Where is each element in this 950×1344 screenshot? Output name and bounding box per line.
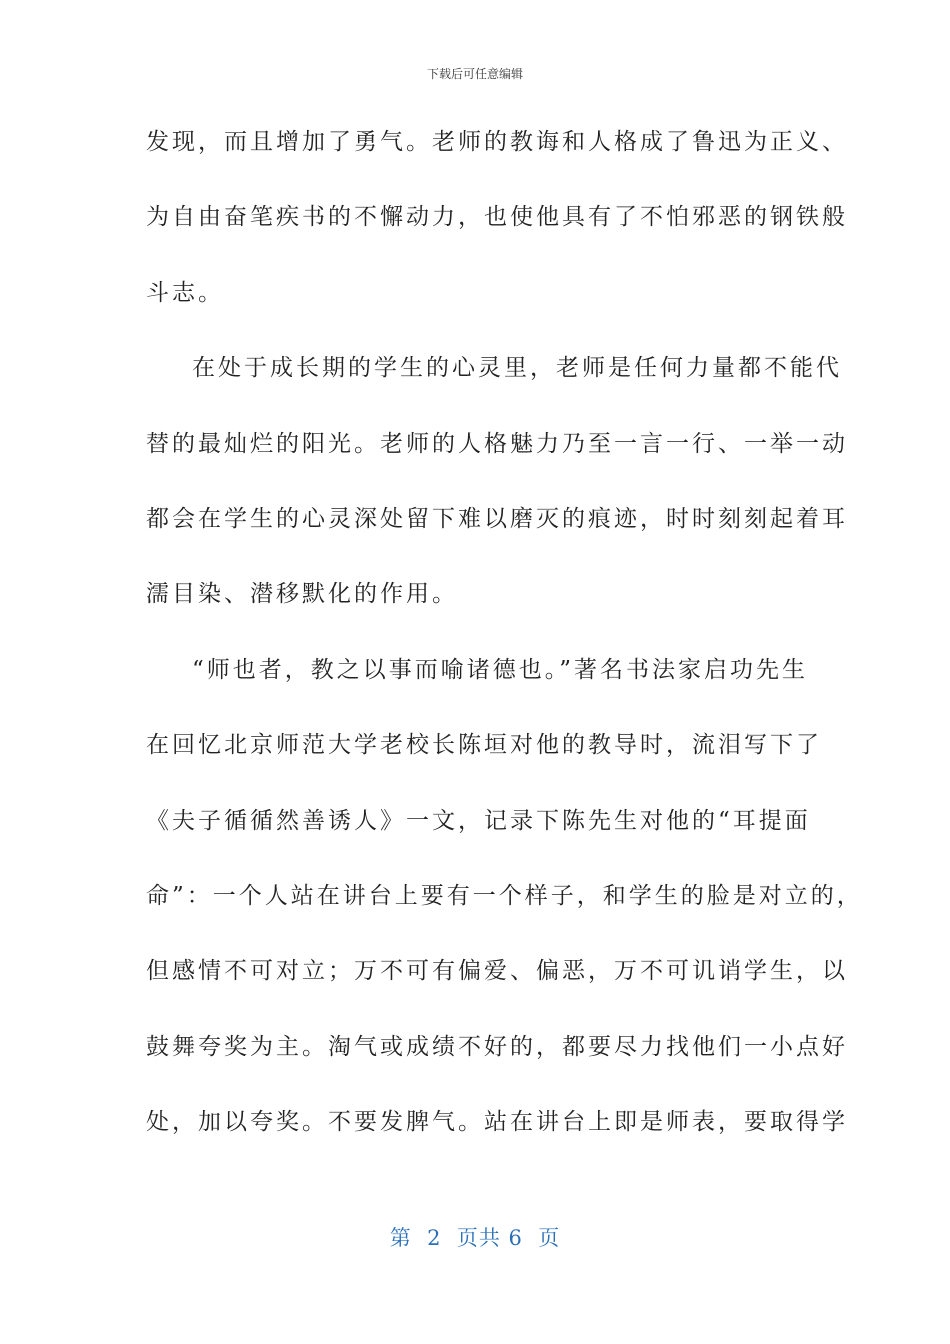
document-body [146,112,863,1167]
text-line: 为自由奋笔疾书的不懈动力，也使他具有了不怕邪恶的钢铁般 [146,204,848,231]
text-line: 濡目染、潜移默化的作用。 [146,581,458,608]
page-header: 下载后可任意编辑 [426,67,523,81]
text-line: 处，加以夸奖。不要发脾气。站在讲台上即是师表，要取得学 [146,1109,848,1136]
text-line: 在回忆北京师范大学老校长陈垣对他的教导时，流泪写下了 [146,732,822,759]
text-line: 命”：一个人站在讲台上要有一个样子，和学生的脸是对立的， [146,882,863,909]
text-line: 替的最灿烂的阳光。老师的人格魅力乃至一言一行、一举一动 [146,430,848,457]
text-line: 都会在学生的心灵深处留下难以磨灭的痕迹，时时刻刻起着耳 [146,505,848,532]
text-line: 发现，而且增加了勇气。老师的教诲和人格成了鲁迅为正义、 [146,129,848,155]
text-line: 斗志。 [146,279,224,306]
text-line: 在处于成长期的学生的心灵里，老师是任何力量都不能代 [192,355,842,382]
text-line: 但感情不可对立；万不可有偏爱、偏恶，万不可讥诮学生，以 [146,958,848,985]
page-number-footer: 第 2 页共 6 页 [389,1226,561,1250]
text-line: “师也者，教之以事而喻诸德也。”著名书法家启功先生 [192,656,809,683]
text-line: 鼓舞夸奖为主。淘气或成绩不好的，都要尽力找他们一小点好 [146,1033,848,1060]
text-line: 《夫子循循然善诱人》一文，记录下陈先生对他的“耳提面 [146,807,811,834]
